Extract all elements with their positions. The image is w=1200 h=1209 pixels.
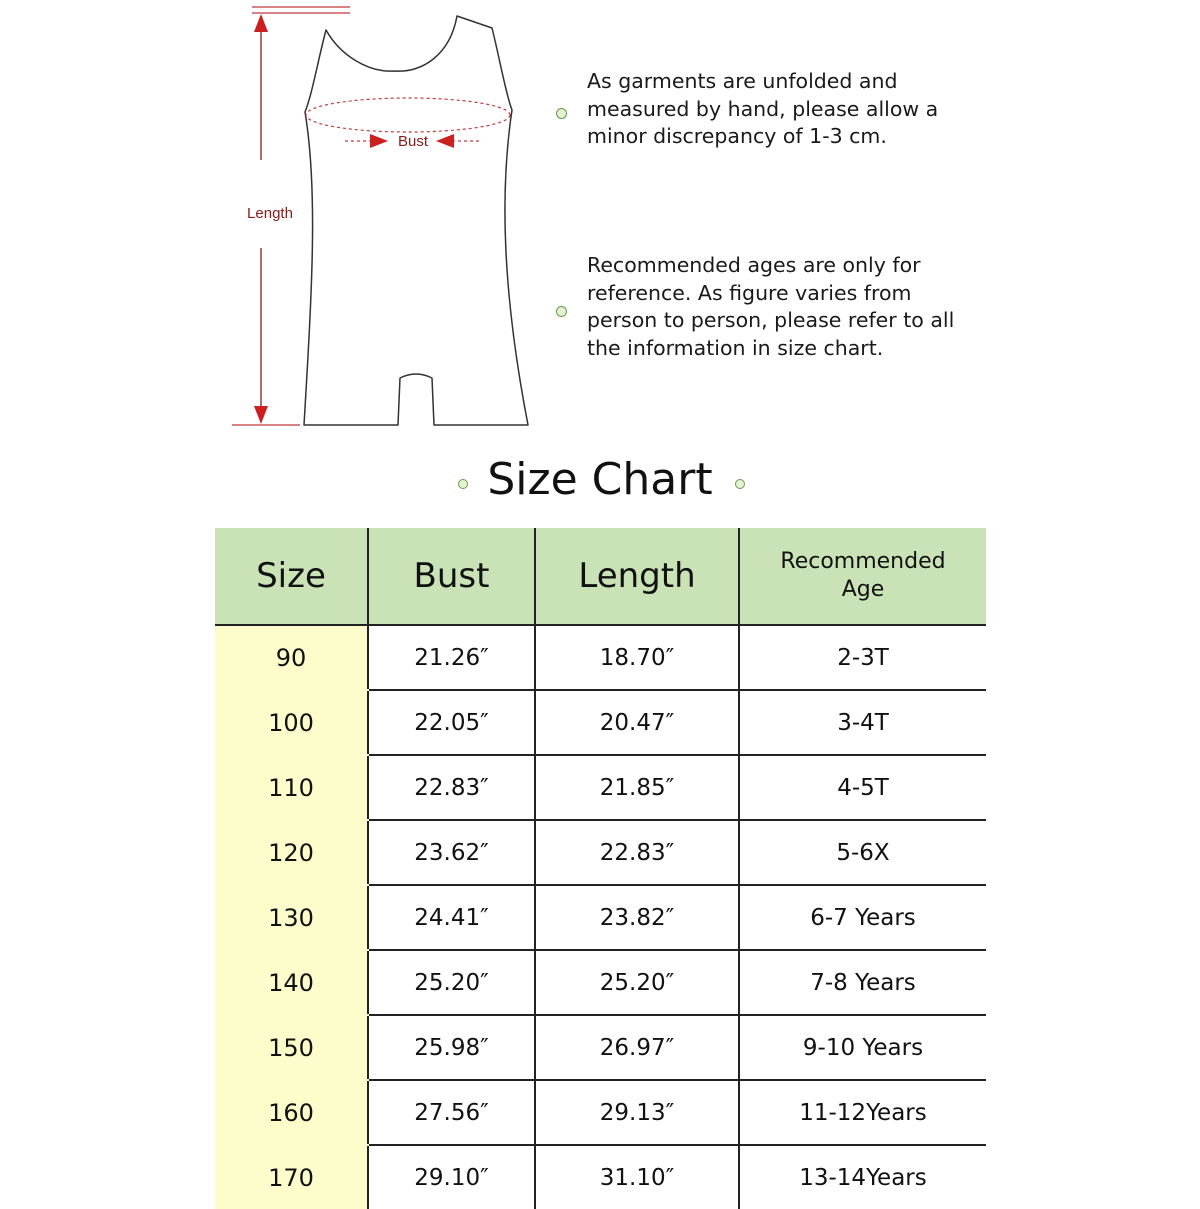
bust-cell: 27.56″ xyxy=(368,1080,535,1145)
table-row xyxy=(215,1145,986,1209)
size-cell: 120 xyxy=(215,820,368,885)
header-size: Size xyxy=(215,528,368,625)
table-header-row xyxy=(215,528,986,625)
bust-cell: 21.26″ xyxy=(368,625,535,690)
age-note-text: Recommended ages are only for reference. As figure varies from person to person, please refer to all the information in size chart. xyxy=(587,253,955,360)
table-row xyxy=(215,625,986,690)
length-cell: 23.82″ xyxy=(535,885,739,950)
size-chart-title-row xyxy=(0,452,1200,512)
bullet-icon xyxy=(556,108,567,119)
age-cell: 9-10 Years xyxy=(739,1015,986,1080)
bullet-icon xyxy=(556,306,567,317)
table-row xyxy=(215,820,986,885)
bust-cell: 24.41″ xyxy=(368,885,535,950)
age-cell: 11-12Years xyxy=(739,1080,986,1145)
table-row xyxy=(215,1015,986,1080)
size-cell: 160 xyxy=(215,1080,368,1145)
bullet-icon xyxy=(458,479,468,489)
size-cell: 130 xyxy=(215,885,368,950)
length-cell: 29.13″ xyxy=(535,1080,739,1145)
bust-cell: 22.83″ xyxy=(368,755,535,820)
age-cell: 2-3T xyxy=(739,625,986,690)
size-cell: 90 xyxy=(215,625,368,690)
bust-cell: 25.98″ xyxy=(368,1015,535,1080)
garment-diagram xyxy=(0,0,540,440)
size-cell: 140 xyxy=(215,950,368,1015)
size-cell: 100 xyxy=(215,690,368,755)
table-row xyxy=(215,1080,986,1145)
length-label: Length xyxy=(247,205,293,222)
bullet-icon xyxy=(735,479,745,489)
size-cell: 150 xyxy=(215,1015,368,1080)
leotard-outline xyxy=(304,16,528,425)
header-recommended-age: Recommended Age xyxy=(739,528,986,625)
header-bust: Bust xyxy=(368,528,535,625)
length-cell: 25.20″ xyxy=(535,950,739,1015)
table-row xyxy=(215,755,986,820)
table-row xyxy=(215,885,986,950)
size-table xyxy=(215,528,986,1209)
size-cell: 170 xyxy=(215,1145,368,1209)
measurement-note-text: As garments are unfolded and measured by hand, please allow a minor discrepancy of 1-3 cm. xyxy=(587,69,939,148)
measurement-note xyxy=(556,68,986,151)
length-cell: 26.97″ xyxy=(535,1015,739,1080)
length-cell: 31.10″ xyxy=(535,1145,739,1209)
length-cell: 21.85″ xyxy=(535,755,739,820)
table-row xyxy=(215,690,986,755)
bust-cell: 25.20″ xyxy=(368,950,535,1015)
age-cell: 6-7 Years xyxy=(739,885,986,950)
age-note xyxy=(556,252,986,362)
table-row xyxy=(215,950,986,1015)
age-cell: 7-8 Years xyxy=(739,950,986,1015)
bust-cell: 22.05″ xyxy=(368,690,535,755)
bust-label: Bust xyxy=(397,133,429,150)
age-cell: 4-5T xyxy=(739,755,986,820)
length-cell: 20.47″ xyxy=(535,690,739,755)
bust-cell: 23.62″ xyxy=(368,820,535,885)
age-cell: 3-4T xyxy=(739,690,986,755)
page-title: Size Chart xyxy=(487,454,713,505)
size-cell: 110 xyxy=(215,755,368,820)
age-cell: 13-14Years xyxy=(739,1145,986,1209)
length-cell: 22.83″ xyxy=(535,820,739,885)
header-length: Length xyxy=(535,528,739,625)
length-cell: 18.70″ xyxy=(535,625,739,690)
bust-cell: 29.10″ xyxy=(368,1145,535,1209)
age-cell: 5-6X xyxy=(739,820,986,885)
